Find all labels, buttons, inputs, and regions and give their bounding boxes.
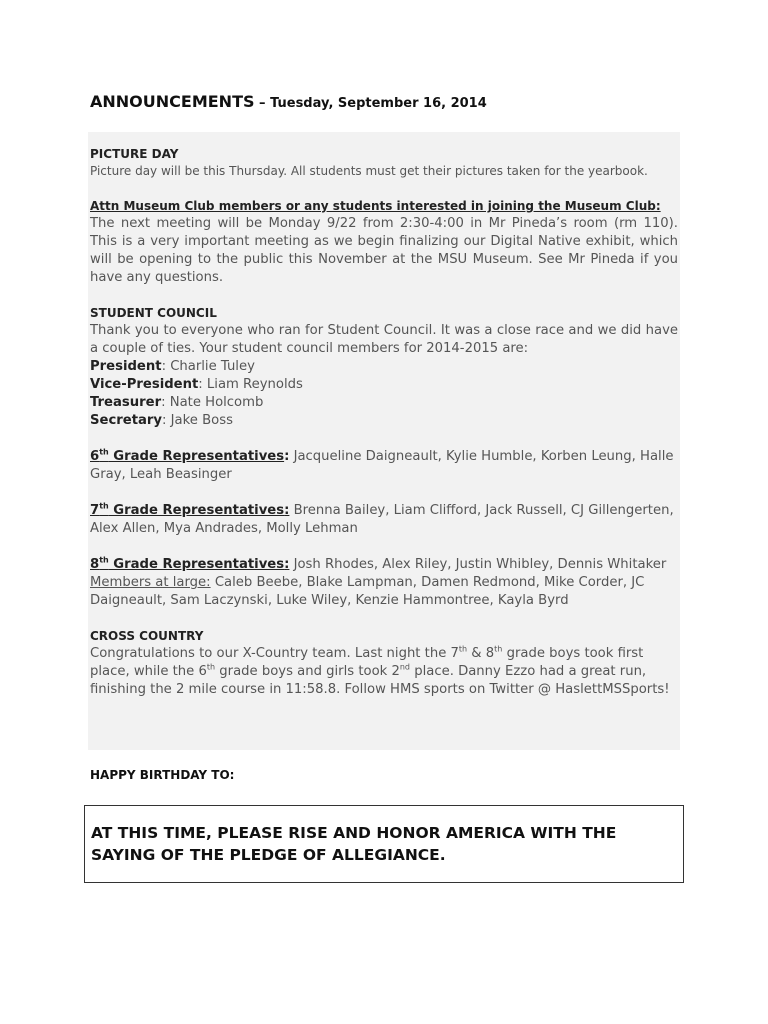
officer-name: : Jake Boss (162, 413, 233, 428)
cross-country-body: Congratulations to our X-Country team. Last night the 7th & 8th grade boys took first place, while the 6th grade boys and girls took 2nd place. Danny Ezzo had a great run, finishing the 2 mile course in 11:58.8. Follow HMS sports on Twitter @ HaslettMSSports! (90, 644, 670, 697)
museum-club-heading: Attn Museum Club members or any students interested in joining the Museum Club: (90, 199, 661, 213)
grade8-names: Josh Rhodes, Alex Riley, Justin Whibley, Dennis Whitaker (289, 557, 667, 572)
happy-birthday-label: HAPPY BIRTHDAY TO: (90, 768, 235, 782)
at-large-names: Caleb Beebe, Blake Lampman, Damen Redmond, Mike Corder, JC Daigneault, Sam Laczynski, Luke Wiley, Kenzie Hammontree, Kayla Byrd (90, 575, 645, 608)
officer-name: : Nate Holcomb (161, 395, 264, 410)
title-separator: – (254, 96, 271, 111)
grade8-label: 8th Grade Representatives: (90, 555, 290, 572)
officer-president (90, 358, 678, 376)
cross-country-heading: CROSS COUNTRY (90, 629, 204, 643)
announcements-content (90, 146, 678, 699)
title-date: Tuesday, September 16, 2014 (270, 96, 487, 111)
museum-club-body: The next meeting will be Monday 9/22 from 2:30-4:00 in Mr Pineda’s room (rm 110). This is a very important meeting as we begin finalizing our Digital Native exhibit, which will be opening to the public this November at the MSU Museum. See Mr Pineda if you have any questions. (90, 216, 678, 285)
grade8-representatives (90, 556, 678, 574)
student-council-intro: Thank you to everyone who ran for Student Council. It was a close race and we did have a couple of ties. Your student council members for 2014-2015 are: (90, 323, 678, 356)
officer-treasurer (90, 394, 678, 412)
grade7-names: Brenna Bailey, Liam Clifford, Jack Russell, CJ Gillengerten, Alex Allen, Mya Andrades, Molly Lehman (90, 503, 674, 536)
student-council-heading: STUDENT COUNCIL (90, 306, 217, 320)
title-main: ANNOUNCEMENTS (90, 92, 255, 111)
members-at-large (90, 574, 678, 610)
officer-secretary (90, 412, 678, 430)
officer-role: President (90, 359, 162, 374)
officer-role: Secretary (90, 413, 163, 428)
grade7-label: 7th Grade Representatives: (90, 501, 290, 518)
officer-name: : Liam Reynolds (198, 377, 303, 392)
page-title (90, 92, 487, 111)
pledge-text: AT THIS TIME, PLEASE RISE AND HONOR AMERICA WITH THE SAYING OF THE PLEDGE OF ALLEGIANCE. (91, 824, 617, 864)
picture-day-heading: PICTURE DAY (90, 147, 179, 161)
officer-role: Vice-President (90, 377, 199, 392)
grade6-label: 6th Grade Representatives (90, 447, 285, 464)
grade6-representatives: 6th Grade Representatives: Jacqueline Daigneault, Kylie Humble, Korben Leung, Halle Gray, Leah Beasinger (90, 447, 674, 482)
at-large-label: Members at large: (90, 575, 211, 590)
officer-name: : Charlie Tuley (161, 359, 255, 374)
officer-vice-president (90, 376, 678, 394)
pledge-box (84, 805, 684, 883)
officer-role: Treasurer (90, 395, 162, 410)
picture-day-body: Picture day will be this Thursday. All students must get their pictures taken for the yearbook. (90, 164, 648, 178)
grade7-representatives (90, 502, 678, 538)
grade6-names: Jacqueline Daigneault, Kylie Humble, Korben Leung, Halle Gray, Leah Beasinger (90, 449, 674, 482)
